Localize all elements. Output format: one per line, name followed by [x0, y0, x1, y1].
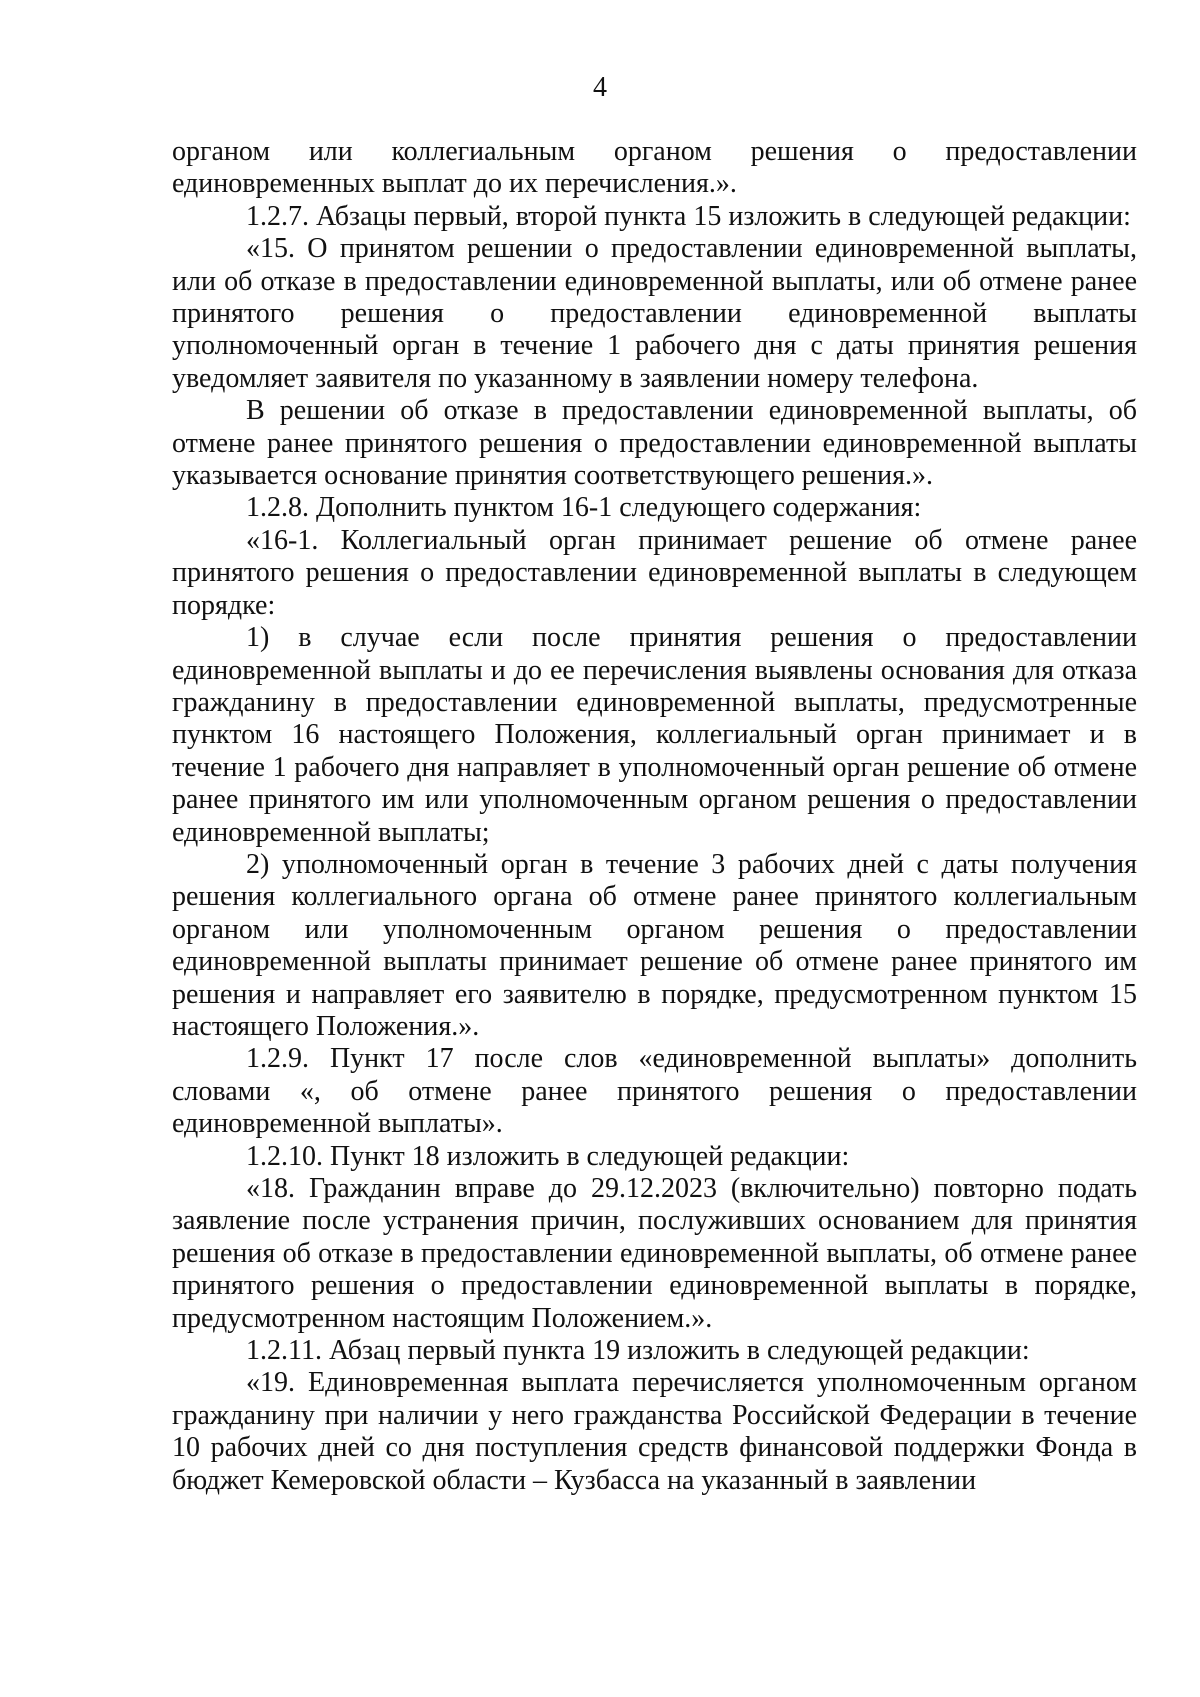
- paragraph-item-15: «15. О принятом решении о предоставлении единовременной выплаты, или об отказе в предоставлении единовременной выплаты, или об отмене ранее принятого решения о предоставлении единовременной выплаты уполномоченный орган в течение 1 рабочего дня с даты принятия решения уведомляет заявителя по указанному в заявлении номеру телефона.: [172, 233, 1137, 394]
- paragraph-1-2-7: 1.2.7. Абзацы первый, второй пункта 15 изложить в следующей редакции:: [246, 200, 1131, 232]
- paragraph-1-2-11: 1.2.11. Абзац первый пункта 19 изложить в следующей редакции:: [246, 1335, 1030, 1367]
- paragraph-item-15-second: В решении об отказе в предоставлении единовременной выплаты, об отмене ранее принятого решения о предоставлении единовременной выплаты указывается основание принятия соответствующего решения.».: [172, 395, 1137, 492]
- paragraph-1-2-8: 1.2.8. Дополнить пунктом 16-1 следующего содержания:: [246, 492, 922, 524]
- paragraph-subitem-2: 2) уполномоченный орган в течение 3 рабочих дней с даты получения решения коллегиального органа об отмене ранее принятого коллегиальным органом или уполномоченным органом решения о предоставлении единовременной выплаты принимает решение об отмене ранее принятого им решения и направляет его заявителю в порядке, предусмотренном пунктом 15 настоящего Положения.».: [172, 848, 1137, 1042]
- document-body: [172, 136, 1137, 1497]
- paragraph-continuation: органом или коллегиальным органом решения о предоставлении единовременных выплат до их перечисления.».: [172, 136, 1137, 200]
- paragraph-item-19: «19. Единовременная выплата перечисляется уполномоченным органом гражданину при наличии у него гражданства Российской Федерации в течение 10 рабочих дней со дня поступления средств финансовой поддержки Фонда в бюджет Кемеровской области – Кузбасса на указанный в заявлении: [172, 1367, 1137, 1496]
- paragraph-subitem-1: 1) в случае если после принятия решения о предоставлении единовременной выплаты и до ее перечисления выявлены основания для отказа гражданину в предоставлении единовременной выплаты, предусмотренные пунктом 16 настоящего Положения, коллегиальный орган принимает и в течение 1 рабочего дня направляет в уполномоченный орган решение об отмене ранее принятого им или уполномоченным органом решения о предоставлении единовременной выплаты;: [172, 622, 1137, 848]
- paragraph-1-2-9: 1.2.9. Пункт 17 после слов «единовременной выплаты» дополнить словами «, об отмене ранее принятого решения о предоставлении единовременной выплаты».: [172, 1043, 1137, 1140]
- paragraph-item-16-1: «16-1. Коллегиальный орган принимает решение об отмене ранее принятого решения о предоставлении единовременной выплаты в следующем порядке:: [172, 524, 1137, 621]
- paragraph-1-2-10: 1.2.10. Пункт 18 изложить в следующей редакции:: [246, 1140, 850, 1172]
- paragraph-item-18: «18. Гражданин вправе до 29.12.2023 (включительно) повторно подать заявление после устранения причин, послуживших основанием для принятия решения об отказе в предоставлении единовременной выплаты, об отмене ранее принятого решения о предоставлении единовременной выплаты в порядке, предусмотренном настоящим Положением.».: [172, 1173, 1137, 1334]
- page-number: 4: [593, 72, 607, 103]
